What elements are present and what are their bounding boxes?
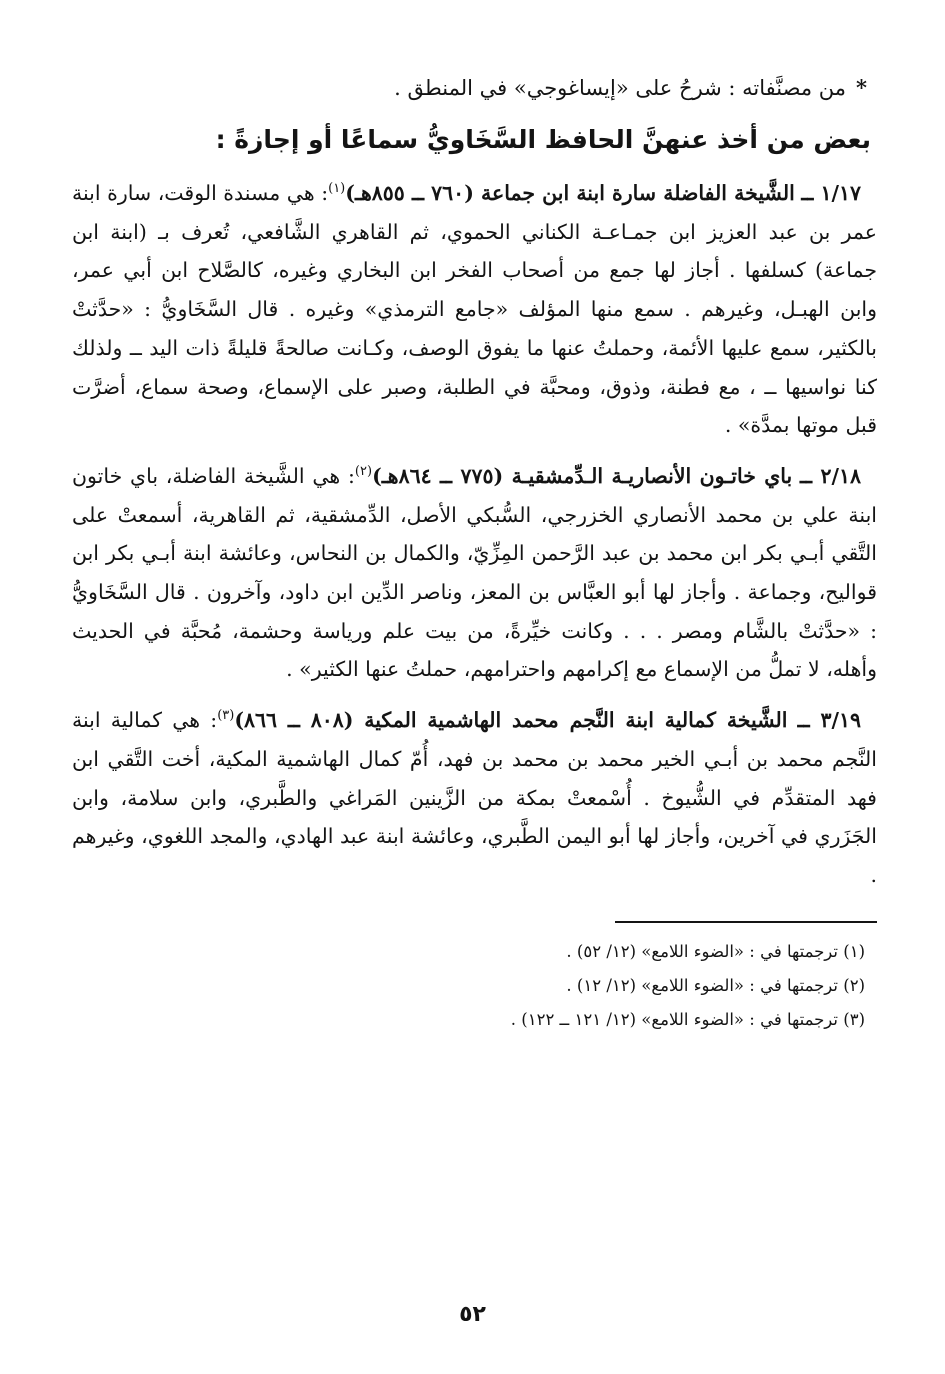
- footnote-1: (١) ترجمتها في : «الضوء اللامع» (١٢/ ٥٢) .: [566, 941, 865, 961]
- entry-name: الشَّيخة الفاضلة سارة ابنة ابن جماعة (٧٦٠ ــ ٨٥٥هـ): [345, 181, 795, 205]
- footnote-3: (٣) ترجمتها في : «الضوء اللامع» (١٢/ ١٢١ ــ ١٢٢) .: [510, 1009, 865, 1029]
- asterisk-icon: *: [856, 75, 867, 100]
- entry-2: [72, 457, 877, 689]
- entry-number: ٢/١٨ ــ: [800, 463, 861, 488]
- footnote-ref: (١): [328, 181, 346, 197]
- page-number: ٥٢: [459, 1302, 486, 1327]
- footnote-2: (٢) ترجمتها في : «الضوء اللامع» (١٢/ ١٢) .: [566, 975, 865, 995]
- section-heading: بعض من أخذ عنهنَّ الحافظ السَّخَاويُّ سماعًا أو إجازةً :: [215, 125, 871, 154]
- footnote-divider: [72, 921, 877, 923]
- entry-3: [72, 701, 877, 895]
- footnotes: [72, 935, 877, 1037]
- footnote-ref: (٢): [354, 464, 373, 480]
- intro-text: من مصنَّفاته : شرحُ على «إيساغوجي» في المنطق .: [394, 76, 847, 100]
- entry-1: [72, 174, 877, 445]
- footnote-ref: (٣): [217, 708, 235, 724]
- entry-name: الشَّيخة كمالية ابنة النَّجم محمد الهاشمية المكية (٨٠٨ ــ ٨٦٦): [234, 708, 788, 733]
- entry-body: : هي كمالية ابنة النَّجم محمد بن أبـي الخير محمد بن محمد بن فهد، أُمّ كمال الهاشمية المكية، أخت التَّقي ابن فهد المتقدِّم في الشُّيوخ . أُسْمعتْ بمكة من الزَّينين المَراغي والطَّبري، وابن سلامة، وابن الجَزَري في آخرين، وأجاز لها أبو اليمن الطَّبري، وعائشة ابنة عبد الهادي، والمجد اللغوي، وغيرهم .: [72, 708, 877, 887]
- entry-number: ٣/١٩ ــ: [797, 708, 861, 733]
- intro-line: [72, 70, 867, 106]
- entry-name: باي خاتـون الأنصاريـة الـدِّمشقيـة (٧٧٥ ــ ٨٦٤هـ): [372, 463, 793, 488]
- entry-body: : هي الشَّيخة الفاضلة، باي خاتون ابنة علي بن محمد الأنصاري الخزرجي، السُّبكي الأصل، الدِّمشقية، ثم القاهرية، أسمعتْ على التَّقي أبـي بكر ابن محمد بن عبد الرَّحمن المِزِّيّ، والكمال بن النحاس، وعائشة ابنة أبـي بكر ابن قواليح، وجماعة . وأجاز لها أبو العبَّاس بن المعز، وناصر الدِّين ابن داود، وآخرون . قال السَّخَاويُّ : «حدَّثتْ بالشَّام ومصر . . . وكانت خيِّرةً، من بيت علم ورياسة وحشمة، مُحبَّة في الحديث وأهله، لا تملُّ من الإسماع مع إكرامهم واحترامهم، حملتُ عنها الكثير» .: [72, 463, 877, 682]
- entry-body: : هي مسندة الوقت، سارة ابنة عمر بن عبد العزيز ابن جمـاعـة الكناني الحموي، ثم القاهري الشَّافعي، تُعرف بـ (ابنة ابن جماعة) كسلفها . أجاز لها جمع من أصحاب الفخر ابن البخاري وغيره، كالصَّلاح ابن أبي عمر، وابن الهبـل، وغيرهم . سمع منها المؤلف «جامع الترمذي» وغيره . قال السَّخَاويُّ : «حدَّثتْ بالكثير، سمع عليها الأئمة، وحملتُ عنها ما يفوق الوصف، وكـانت صالحةً قليلةً ذات اليد ــ ولذلك كنا نواسيها ــ ، مع فطنة، وذوق، ومحبَّة في الطلبة، وصبر على الإسماع، وصحة سماع، أضرَّت قبل موتها بمدَّة» .: [72, 181, 877, 438]
- entry-number: ١/١٧ ــ: [801, 181, 861, 205]
